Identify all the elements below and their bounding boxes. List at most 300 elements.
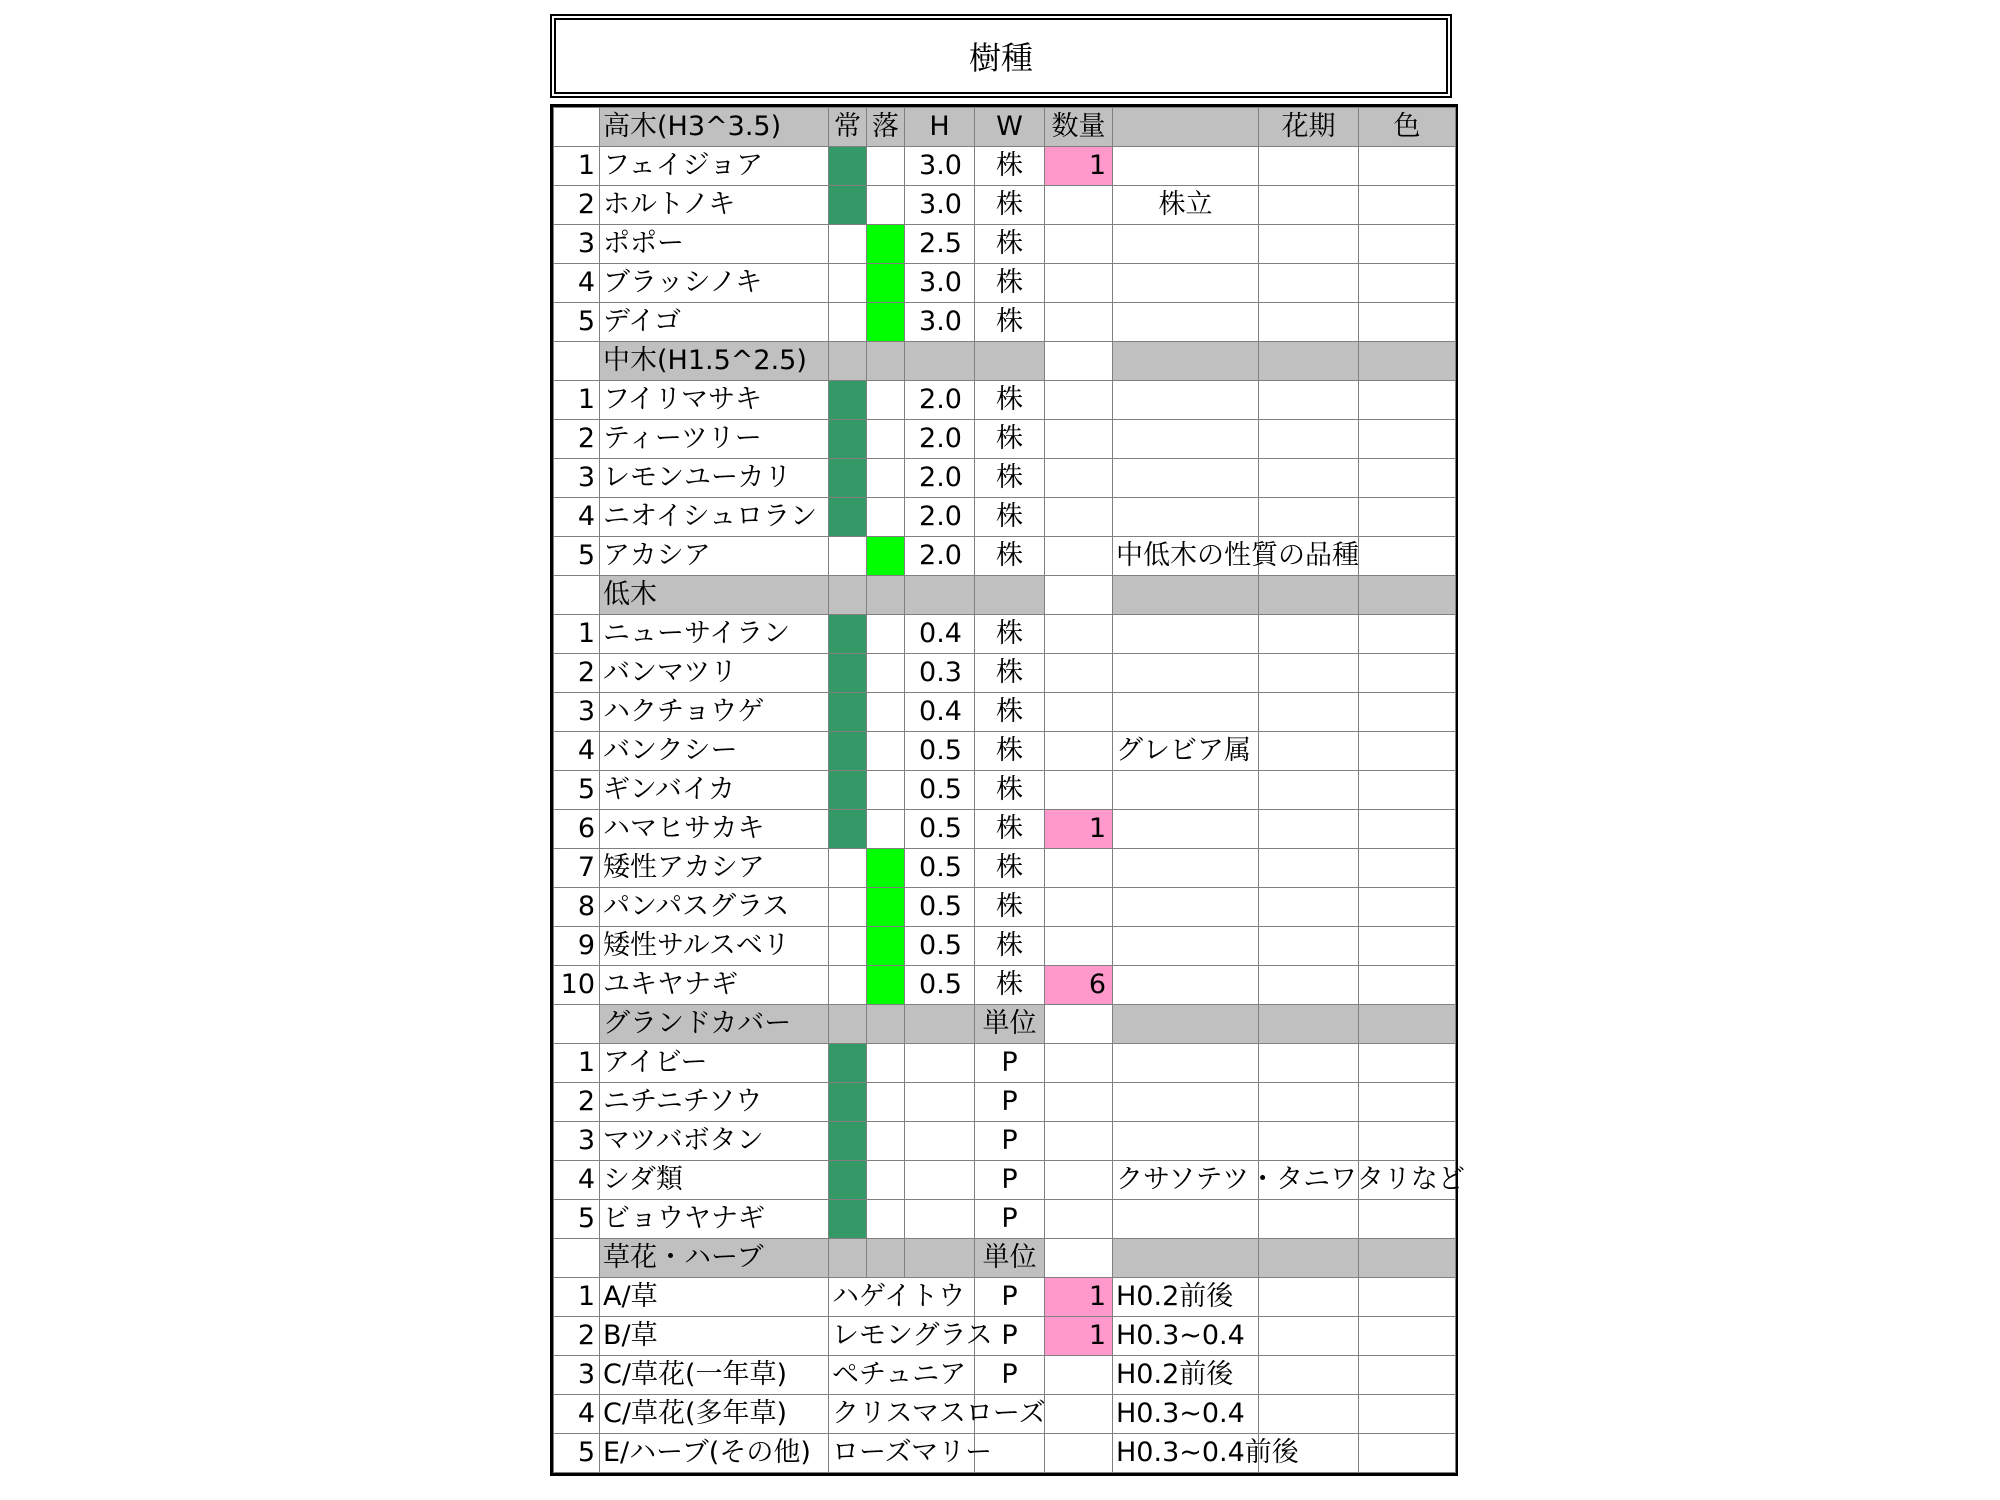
unit-value[interactable]: P <box>975 1044 1045 1083</box>
flower-period-cell[interactable] <box>1259 303 1359 342</box>
quantity-value[interactable] <box>1045 1434 1113 1473</box>
color-cell[interactable] <box>1359 693 1456 732</box>
section-unit-label[interactable] <box>975 576 1045 615</box>
note-value[interactable]: H0.3~0.4 <box>1113 1317 1259 1356</box>
color-cell[interactable] <box>1359 147 1456 186</box>
quantity-value[interactable]: 1 <box>1045 810 1113 849</box>
flower-period-cell[interactable] <box>1259 1395 1359 1434</box>
quantity-value[interactable] <box>1045 264 1113 303</box>
unit-value[interactable]: P <box>975 1083 1045 1122</box>
deciduous-marker[interactable] <box>867 693 905 732</box>
quantity-value[interactable] <box>1045 732 1113 771</box>
note-value[interactable] <box>1113 264 1259 303</box>
species-name[interactable]: ホルトノキ <box>600 186 829 225</box>
plant-name[interactable]: ペチュニア <box>829 1356 975 1395</box>
note-value[interactable] <box>1113 888 1259 927</box>
section-evergreen-cell[interactable] <box>829 576 867 615</box>
species-name[interactable]: B/草 <box>600 1317 829 1356</box>
species-name[interactable]: 矮性アカシア <box>600 849 829 888</box>
note-value[interactable] <box>1113 147 1259 186</box>
unit-value[interactable]: 株 <box>975 498 1045 537</box>
height-value[interactable]: 0.5 <box>905 732 975 771</box>
flower-period-cell[interactable] <box>1259 810 1359 849</box>
evergreen-marker[interactable] <box>829 693 867 732</box>
note-value[interactable] <box>1113 381 1259 420</box>
height-value[interactable]: 0.5 <box>905 849 975 888</box>
evergreen-marker[interactable] <box>829 654 867 693</box>
unit-value[interactable]: 株 <box>975 927 1045 966</box>
unit-value[interactable]: 株 <box>975 537 1045 576</box>
note-value[interactable]: H0.2前後 <box>1113 1356 1259 1395</box>
row-number[interactable]: 3 <box>554 1356 600 1395</box>
unit-value[interactable]: 株 <box>975 264 1045 303</box>
color-cell[interactable] <box>1359 498 1456 537</box>
evergreen-marker[interactable] <box>829 1122 867 1161</box>
row-number[interactable]: 5 <box>554 771 600 810</box>
quantity-value[interactable] <box>1045 888 1113 927</box>
deciduous-marker[interactable] <box>867 225 905 264</box>
evergreen-marker[interactable] <box>829 1200 867 1239</box>
quantity-value[interactable] <box>1045 186 1113 225</box>
row-number[interactable]: 1 <box>554 147 600 186</box>
section-h-cell[interactable] <box>905 1239 975 1278</box>
note-value[interactable] <box>1113 303 1259 342</box>
evergreen-marker[interactable] <box>829 927 867 966</box>
unit-value[interactable]: 株 <box>975 654 1045 693</box>
section-no-cell[interactable] <box>554 1239 600 1278</box>
evergreen-marker[interactable] <box>829 1083 867 1122</box>
plant-name[interactable]: ハゲイトウ <box>829 1278 975 1317</box>
section-h-cell[interactable] <box>905 342 975 381</box>
section-color-cell[interactable] <box>1359 342 1456 381</box>
deciduous-marker[interactable] <box>867 459 905 498</box>
species-name[interactable]: シダ類 <box>600 1161 829 1200</box>
section-color-cell[interactable] <box>1359 1239 1456 1278</box>
evergreen-marker[interactable] <box>829 1161 867 1200</box>
flower-period-cell[interactable] <box>1259 459 1359 498</box>
evergreen-marker[interactable] <box>829 810 867 849</box>
row-number[interactable]: 5 <box>554 1434 600 1473</box>
flower-period-cell[interactable] <box>1259 732 1359 771</box>
flower-period-cell[interactable] <box>1259 186 1359 225</box>
section-no-cell[interactable] <box>554 576 600 615</box>
height-value[interactable]: 0.4 <box>905 615 975 654</box>
flower-period-cell[interactable] <box>1259 147 1359 186</box>
height-value[interactable]: 2.0 <box>905 498 975 537</box>
color-cell[interactable] <box>1359 225 1456 264</box>
note-value[interactable]: H0.2前後 <box>1113 1278 1259 1317</box>
unit-value[interactable]: 株 <box>975 147 1045 186</box>
height-value[interactable] <box>905 1161 975 1200</box>
row-number[interactable]: 4 <box>554 498 600 537</box>
section-unit-label[interactable]: 単位 <box>975 1005 1045 1044</box>
height-value[interactable] <box>905 1083 975 1122</box>
section-unit-label[interactable]: 単位 <box>975 1239 1045 1278</box>
flower-period-cell[interactable] <box>1259 1278 1359 1317</box>
note-value[interactable] <box>1113 966 1259 1005</box>
section-note-cell[interactable] <box>1113 1239 1259 1278</box>
unit-value[interactable]: 株 <box>975 420 1045 459</box>
flower-period-cell[interactable] <box>1259 771 1359 810</box>
quantity-value[interactable]: 1 <box>1045 1317 1113 1356</box>
note-value[interactable]: 株立 <box>1113 186 1259 225</box>
species-name[interactable]: バンクシー <box>600 732 829 771</box>
flower-period-cell[interactable] <box>1259 1122 1359 1161</box>
row-number[interactable]: 5 <box>554 537 600 576</box>
color-cell[interactable] <box>1359 264 1456 303</box>
note-value[interactable] <box>1113 771 1259 810</box>
species-name[interactable]: アカシア <box>600 537 829 576</box>
color-cell[interactable] <box>1359 654 1456 693</box>
flower-period-cell[interactable] <box>1259 264 1359 303</box>
unit-value[interactable]: 株 <box>975 732 1045 771</box>
deciduous-marker[interactable] <box>867 849 905 888</box>
flower-period-cell[interactable] <box>1259 615 1359 654</box>
deciduous-marker[interactable] <box>867 1161 905 1200</box>
height-value[interactable]: 3.0 <box>905 186 975 225</box>
deciduous-marker[interactable] <box>867 147 905 186</box>
note-value[interactable] <box>1113 225 1259 264</box>
color-cell[interactable] <box>1359 888 1456 927</box>
quantity-value[interactable] <box>1045 927 1113 966</box>
height-value[interactable]: 2.5 <box>905 225 975 264</box>
section-label[interactable]: 草花・ハーブ <box>600 1239 829 1278</box>
height-value[interactable]: 0.5 <box>905 888 975 927</box>
species-name[interactable]: フェイジョア <box>600 147 829 186</box>
quantity-value[interactable] <box>1045 225 1113 264</box>
note-value[interactable]: 中低木の性質の品種 <box>1113 537 1259 576</box>
quantity-value[interactable] <box>1045 1356 1113 1395</box>
color-cell[interactable] <box>1359 1278 1456 1317</box>
deciduous-marker[interactable] <box>867 966 905 1005</box>
quantity-value[interactable] <box>1045 1122 1113 1161</box>
flower-period-cell[interactable] <box>1259 849 1359 888</box>
species-name[interactable]: パンパスグラス <box>600 888 829 927</box>
section-note-cell[interactable] <box>1113 342 1259 381</box>
species-name[interactable]: ポポー <box>600 225 829 264</box>
quantity-value[interactable] <box>1045 381 1113 420</box>
species-name[interactable]: ギンバイカ <box>600 771 829 810</box>
unit-value[interactable]: P <box>975 1161 1045 1200</box>
color-cell[interactable] <box>1359 1200 1456 1239</box>
plant-name[interactable]: レモングラス <box>829 1317 975 1356</box>
note-value[interactable] <box>1113 420 1259 459</box>
flower-period-cell[interactable] <box>1259 654 1359 693</box>
section-flower-cell[interactable] <box>1259 1005 1359 1044</box>
evergreen-marker[interactable] <box>829 888 867 927</box>
note-value[interactable] <box>1113 810 1259 849</box>
quantity-value[interactable] <box>1045 1395 1113 1434</box>
evergreen-marker[interactable] <box>829 459 867 498</box>
unit-value[interactable]: 株 <box>975 888 1045 927</box>
unit-value[interactable]: 株 <box>975 615 1045 654</box>
species-name[interactable]: ビョウヤナギ <box>600 1200 829 1239</box>
row-number[interactable]: 4 <box>554 264 600 303</box>
color-cell[interactable] <box>1359 459 1456 498</box>
section-qty-cell[interactable] <box>1045 576 1113 615</box>
unit-value[interactable]: P <box>975 1356 1045 1395</box>
row-number[interactable]: 3 <box>554 1122 600 1161</box>
quantity-value[interactable] <box>1045 849 1113 888</box>
height-value[interactable]: 0.5 <box>905 771 975 810</box>
species-name[interactable]: ハマヒサカキ <box>600 810 829 849</box>
note-value[interactable] <box>1113 1044 1259 1083</box>
section-label[interactable]: グランドカバー <box>600 1005 829 1044</box>
color-cell[interactable] <box>1359 1044 1456 1083</box>
unit-value[interactable]: 株 <box>975 303 1045 342</box>
evergreen-marker[interactable] <box>829 381 867 420</box>
flower-period-cell[interactable] <box>1259 1083 1359 1122</box>
unit-value[interactable]: 株 <box>975 459 1045 498</box>
row-number[interactable]: 2 <box>554 654 600 693</box>
height-value[interactable]: 0.3 <box>905 654 975 693</box>
quantity-value[interactable]: 1 <box>1045 1278 1113 1317</box>
color-cell[interactable] <box>1359 381 1456 420</box>
quantity-value[interactable] <box>1045 537 1113 576</box>
color-cell[interactable] <box>1359 732 1456 771</box>
deciduous-marker[interactable] <box>867 1200 905 1239</box>
species-name[interactable]: バンマツリ <box>600 654 829 693</box>
plant-name[interactable]: ローズマリー <box>829 1434 975 1473</box>
flower-period-cell[interactable] <box>1259 1317 1359 1356</box>
section-h-cell[interactable] <box>905 576 975 615</box>
note-value[interactable] <box>1113 1083 1259 1122</box>
species-name[interactable]: アイビー <box>600 1044 829 1083</box>
species-name[interactable]: A/草 <box>600 1278 829 1317</box>
section-qty-cell[interactable] <box>1045 1005 1113 1044</box>
height-value[interactable]: 2.0 <box>905 420 975 459</box>
note-value[interactable] <box>1113 1200 1259 1239</box>
quantity-value[interactable] <box>1045 654 1113 693</box>
note-value[interactable]: H0.3~0.4 <box>1113 1395 1259 1434</box>
row-number[interactable]: 1 <box>554 381 600 420</box>
section-label[interactable]: 中木(H1.5^2.5) <box>600 342 829 381</box>
section-unit-label[interactable] <box>975 342 1045 381</box>
deciduous-marker[interactable] <box>867 1122 905 1161</box>
unit-value[interactable]: P <box>975 1317 1045 1356</box>
height-value[interactable]: 2.0 <box>905 459 975 498</box>
color-cell[interactable] <box>1359 1317 1456 1356</box>
evergreen-marker[interactable] <box>829 732 867 771</box>
quantity-value[interactable] <box>1045 1083 1113 1122</box>
species-name[interactable]: フイリマサキ <box>600 381 829 420</box>
row-number[interactable]: 1 <box>554 615 600 654</box>
species-name[interactable]: 矮性サルスベリ <box>600 927 829 966</box>
height-value[interactable]: 3.0 <box>905 303 975 342</box>
quantity-value[interactable]: 6 <box>1045 966 1113 1005</box>
species-name[interactable]: ニューサイラン <box>600 615 829 654</box>
height-value[interactable]: 0.5 <box>905 927 975 966</box>
color-cell[interactable] <box>1359 1395 1456 1434</box>
flower-period-cell[interactable] <box>1259 888 1359 927</box>
evergreen-marker[interactable] <box>829 186 867 225</box>
row-number[interactable]: 7 <box>554 849 600 888</box>
evergreen-marker[interactable] <box>829 849 867 888</box>
section-no-cell[interactable] <box>554 342 600 381</box>
section-flower-cell[interactable] <box>1259 576 1359 615</box>
section-deciduous-cell[interactable] <box>867 1239 905 1278</box>
height-value[interactable]: 0.4 <box>905 693 975 732</box>
row-number[interactable]: 9 <box>554 927 600 966</box>
deciduous-marker[interactable] <box>867 615 905 654</box>
color-cell[interactable] <box>1359 1083 1456 1122</box>
section-qty-cell[interactable] <box>1045 342 1113 381</box>
unit-value[interactable]: P <box>975 1122 1045 1161</box>
row-number[interactable]: 4 <box>554 732 600 771</box>
color-cell[interactable] <box>1359 810 1456 849</box>
deciduous-marker[interactable] <box>867 771 905 810</box>
color-cell[interactable] <box>1359 927 1456 966</box>
quantity-value[interactable] <box>1045 498 1113 537</box>
deciduous-marker[interactable] <box>867 654 905 693</box>
note-value[interactable] <box>1113 693 1259 732</box>
deciduous-marker[interactable] <box>867 264 905 303</box>
evergreen-marker[interactable] <box>829 1044 867 1083</box>
evergreen-marker[interactable] <box>829 498 867 537</box>
flower-period-cell[interactable] <box>1259 420 1359 459</box>
color-cell[interactable] <box>1359 537 1456 576</box>
row-number[interactable]: 5 <box>554 303 600 342</box>
unit-value[interactable]: 株 <box>975 693 1045 732</box>
evergreen-marker[interactable] <box>829 771 867 810</box>
evergreen-marker[interactable] <box>829 966 867 1005</box>
flower-period-cell[interactable] <box>1259 966 1359 1005</box>
note-value[interactable] <box>1113 1122 1259 1161</box>
row-number[interactable]: 2 <box>554 1317 600 1356</box>
height-value[interactable] <box>905 1200 975 1239</box>
deciduous-marker[interactable] <box>867 1083 905 1122</box>
color-cell[interactable] <box>1359 966 1456 1005</box>
height-value[interactable]: 3.0 <box>905 264 975 303</box>
section-deciduous-cell[interactable] <box>867 1005 905 1044</box>
flower-period-cell[interactable] <box>1259 693 1359 732</box>
species-name[interactable]: C/草花(一年草) <box>600 1356 829 1395</box>
color-cell[interactable] <box>1359 1434 1456 1473</box>
deciduous-marker[interactable] <box>867 732 905 771</box>
species-name[interactable]: ハクチョウゲ <box>600 693 829 732</box>
deciduous-marker[interactable] <box>867 498 905 537</box>
unit-value[interactable]: 株 <box>975 186 1045 225</box>
section-h-cell[interactable] <box>905 1005 975 1044</box>
deciduous-marker[interactable] <box>867 420 905 459</box>
note-value[interactable] <box>1113 498 1259 537</box>
evergreen-marker[interactable] <box>829 264 867 303</box>
evergreen-marker[interactable] <box>829 147 867 186</box>
note-value[interactable] <box>1113 459 1259 498</box>
color-cell[interactable] <box>1359 303 1456 342</box>
section-qty-cell[interactable] <box>1045 1239 1113 1278</box>
deciduous-marker[interactable] <box>867 810 905 849</box>
species-name[interactable]: レモンユーカリ <box>600 459 829 498</box>
row-number[interactable]: 10 <box>554 966 600 1005</box>
flower-period-cell[interactable] <box>1259 927 1359 966</box>
evergreen-marker[interactable] <box>829 537 867 576</box>
species-name[interactable]: デイゴ <box>600 303 829 342</box>
section-label[interactable]: 低木 <box>600 576 829 615</box>
deciduous-marker[interactable] <box>867 303 905 342</box>
quantity-value[interactable] <box>1045 459 1113 498</box>
section-evergreen-cell[interactable] <box>829 1005 867 1044</box>
section-note-cell[interactable] <box>1113 576 1259 615</box>
quantity-value[interactable] <box>1045 303 1113 342</box>
plant-name[interactable]: クリスマスローズ <box>829 1395 975 1434</box>
species-name[interactable]: ティーツリー <box>600 420 829 459</box>
row-number[interactable]: 3 <box>554 693 600 732</box>
species-name[interactable]: マツバボタン <box>600 1122 829 1161</box>
flower-period-cell[interactable] <box>1259 1200 1359 1239</box>
section-deciduous-cell[interactable] <box>867 576 905 615</box>
flower-period-cell[interactable] <box>1259 1044 1359 1083</box>
row-number[interactable]: 2 <box>554 1083 600 1122</box>
row-number[interactable]: 4 <box>554 1161 600 1200</box>
unit-value[interactable]: 株 <box>975 771 1045 810</box>
unit-value[interactable]: 株 <box>975 225 1045 264</box>
flower-period-cell[interactable] <box>1259 381 1359 420</box>
section-flower-cell[interactable] <box>1259 1239 1359 1278</box>
height-value[interactable]: 0.5 <box>905 810 975 849</box>
color-cell[interactable] <box>1359 420 1456 459</box>
species-name[interactable]: C/草花(多年草) <box>600 1395 829 1434</box>
evergreen-marker[interactable] <box>829 303 867 342</box>
note-value[interactable] <box>1113 654 1259 693</box>
note-value[interactable]: H0.3~0.4前後 <box>1113 1434 1259 1473</box>
deciduous-marker[interactable] <box>867 927 905 966</box>
row-number[interactable]: 3 <box>554 459 600 498</box>
species-name[interactable]: ブラッシノキ <box>600 264 829 303</box>
section-color-cell[interactable] <box>1359 1005 1456 1044</box>
flower-period-cell[interactable] <box>1259 1356 1359 1395</box>
deciduous-marker[interactable] <box>867 186 905 225</box>
unit-value[interactable]: P <box>975 1200 1045 1239</box>
row-number[interactable]: 1 <box>554 1278 600 1317</box>
quantity-value[interactable]: 1 <box>1045 147 1113 186</box>
flower-period-cell[interactable] <box>1259 225 1359 264</box>
section-deciduous-cell[interactable] <box>867 342 905 381</box>
row-number[interactable]: 4 <box>554 1395 600 1434</box>
section-evergreen-cell[interactable] <box>829 342 867 381</box>
color-cell[interactable] <box>1359 1356 1456 1395</box>
quantity-value[interactable] <box>1045 693 1113 732</box>
row-number[interactable]: 6 <box>554 810 600 849</box>
species-name[interactable]: ニオイシュロラン <box>600 498 829 537</box>
color-cell[interactable] <box>1359 1122 1456 1161</box>
quantity-value[interactable] <box>1045 1161 1113 1200</box>
note-value[interactable]: クサソテツ・タニワタリなど <box>1113 1161 1259 1200</box>
height-value[interactable]: 3.0 <box>905 147 975 186</box>
evergreen-marker[interactable] <box>829 225 867 264</box>
evergreen-marker[interactable] <box>829 420 867 459</box>
evergreen-marker[interactable] <box>829 615 867 654</box>
species-name[interactable]: E/ハーブ(その他) <box>600 1434 829 1473</box>
height-value[interactable] <box>905 1044 975 1083</box>
flower-period-cell[interactable] <box>1259 498 1359 537</box>
note-value[interactable] <box>1113 849 1259 888</box>
section-flower-cell[interactable] <box>1259 342 1359 381</box>
note-value[interactable]: グレビア属 <box>1113 732 1259 771</box>
row-number[interactable]: 2 <box>554 420 600 459</box>
row-number[interactable]: 1 <box>554 1044 600 1083</box>
deciduous-marker[interactable] <box>867 1044 905 1083</box>
note-value[interactable] <box>1113 615 1259 654</box>
deciduous-marker[interactable] <box>867 888 905 927</box>
section-color-cell[interactable] <box>1359 576 1456 615</box>
quantity-value[interactable] <box>1045 1200 1113 1239</box>
color-cell[interactable] <box>1359 615 1456 654</box>
row-number[interactable]: 5 <box>554 1200 600 1239</box>
row-number[interactable]: 3 <box>554 225 600 264</box>
unit-value[interactable]: 株 <box>975 810 1045 849</box>
height-value[interactable]: 2.0 <box>905 381 975 420</box>
